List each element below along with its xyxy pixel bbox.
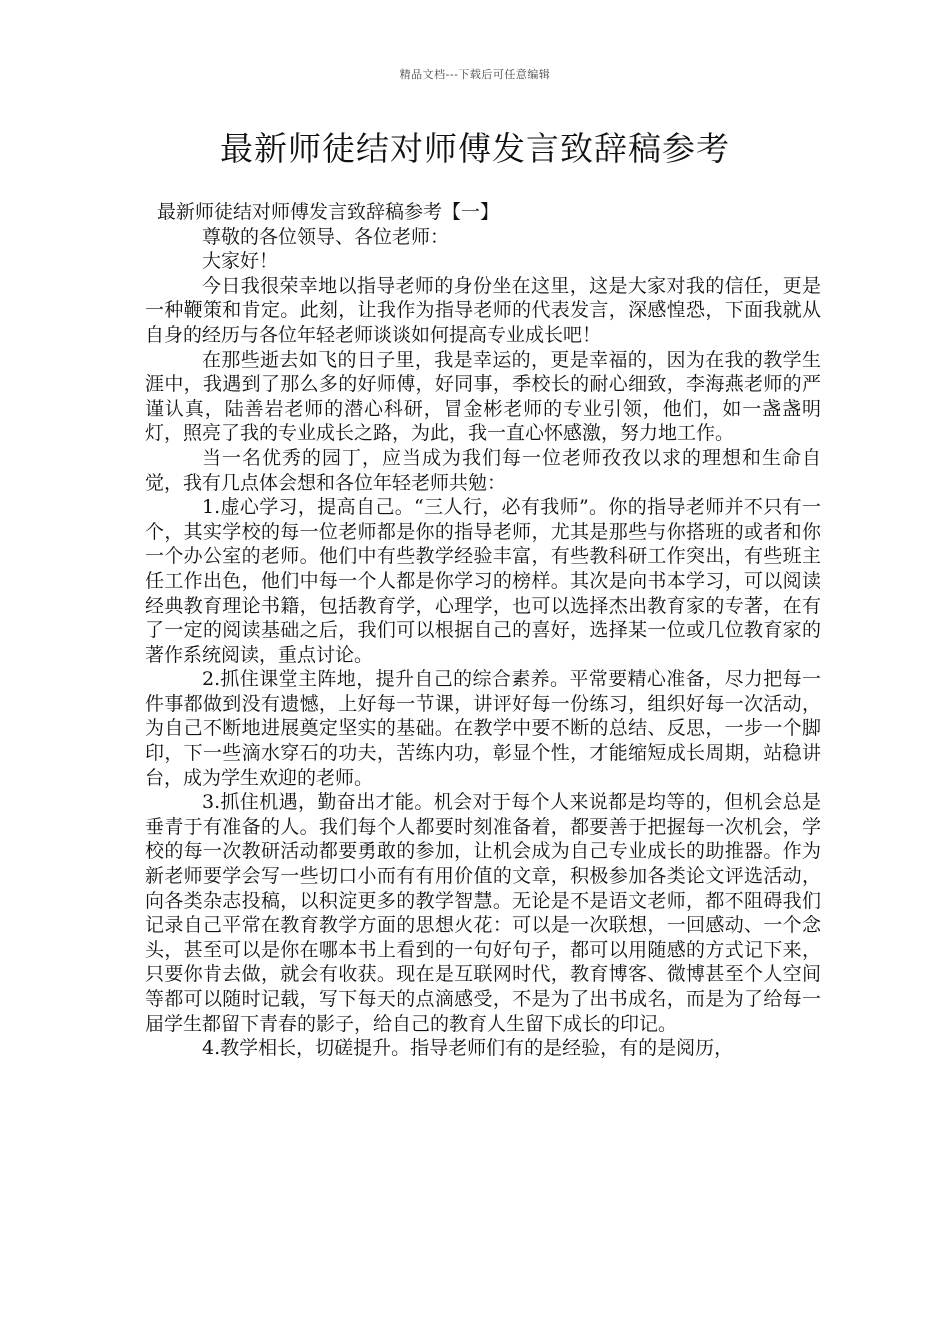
- document-title: 最新师徒结对师傅发言致辞稿参考: [220, 129, 730, 168]
- section-heading: 最新师徒结对师傅发言致辞稿参考【一】: [157, 201, 500, 223]
- paragraph: 4.教学相长，切磋提升。指导老师们有的是经验，有的是阅历，: [202, 1037, 734, 1060]
- header-note: 精品文档---下载后可任意编辑: [399, 68, 551, 81]
- greeting-line: 尊敬的各位领导、各位老师：: [202, 225, 450, 248]
- paragraph: 3.抓住机遇，勤奋出才能。机会对于每个人来说都是均等的，但机会总是垂青于有准备的人。我们每个人都要时刻准备着，都要善于把握每一次机会，学校的每一次教研活动都要勇敢的参加，让机会成为自己专业成长的助推器。作为新老师要学会写一些切口小而有有用价值的文章，积极参加各类论文评选活动，向各类杂志投稿，以积淀更多的教学智慧。无论是不是语文老师，都不阻碍我们记录自己平常在教育教学方面的思想火花：可以是一次联想，一回感动、一个念头，甚至可以是你在哪本书上看到的一句好句子，都可以用随感的方式记下来，只要你肯去做，就会有收获。现在是互联网时代，教育博客、微博甚至个人空间等都可以随时记载，写下每天的点滴感受，不是为了出书成名，而是为了给每一届学生都留下青春的影子，给自己的教育人生留下成长的印记。: [145, 791, 821, 1035]
- paragraph: 1.虚心学习，提高自己。“三人行，必有我师”。你的指导老师并不只有一个，其实学校的每一位老师都是你的指导老师，尤其是那些与你搭班的或者和你一个办公室的老师。他们中有些教学经验丰富，有些教科研工作突出，有些班主任工作出色，他们中每一个人都是你学习的榜样。其次是向书本学习，可以阅读经典教育理论书籍，包括教育学，心理学，也可以选择杰出教育家的专著，在有了一定的阅读基础之后，我们可以根据自己的喜好，选择某一位或几位教育家的著作系统阅读，重点讨论。: [145, 496, 821, 666]
- paragraph: 在那些逝去如飞的日子里，我是幸运的，更是幸福的，因为在我的教学生涯中，我遇到了那么多的好师傅，好同事，季校长的耐心细致，李海燕老师的严谨认真，陆善岩老师的潜心科研，冒金彬老师的专业引领，他们，如一盏盏明灯，照亮了我的专业成长之路，为此，我一直心怀感激，努力地工作。: [145, 348, 821, 445]
- paragraph: 当一名优秀的园丁，应当成为我们每一位老师孜孜以求的理想和生命自觉，我有几点体会想和各位年轻老师共勉：: [145, 446, 821, 494]
- paragraph: 2.抓住课堂主阵地，提升自己的综合素养。平常要精心准备，尽力把每一件事都做到没有遗憾，上好每一节课，讲评好每一份练习，组织好每一次活动，为自己不断地进展奠定坚实的基础。在教学中要不断的总结、反思，一步一个脚印，下一些滴水穿石的功夫，苦练内功，彰显个性，才能缩短成长周期，站稳讲台，成为学生欢迎的老师。: [145, 668, 821, 789]
- paragraph: 今日我很荣幸地以指导老师的身份坐在这里，这是大家对我的信任，更是一种鞭策和肯定。此刻，让我作为指导老师的代表发言，深感惶恐，下面我就从自身的经历与各位年轻老师谈谈如何提高专业成长吧！: [145, 274, 821, 346]
- greeting-line: 大家好！: [202, 250, 279, 273]
- document-body: [145, 200, 821, 1061]
